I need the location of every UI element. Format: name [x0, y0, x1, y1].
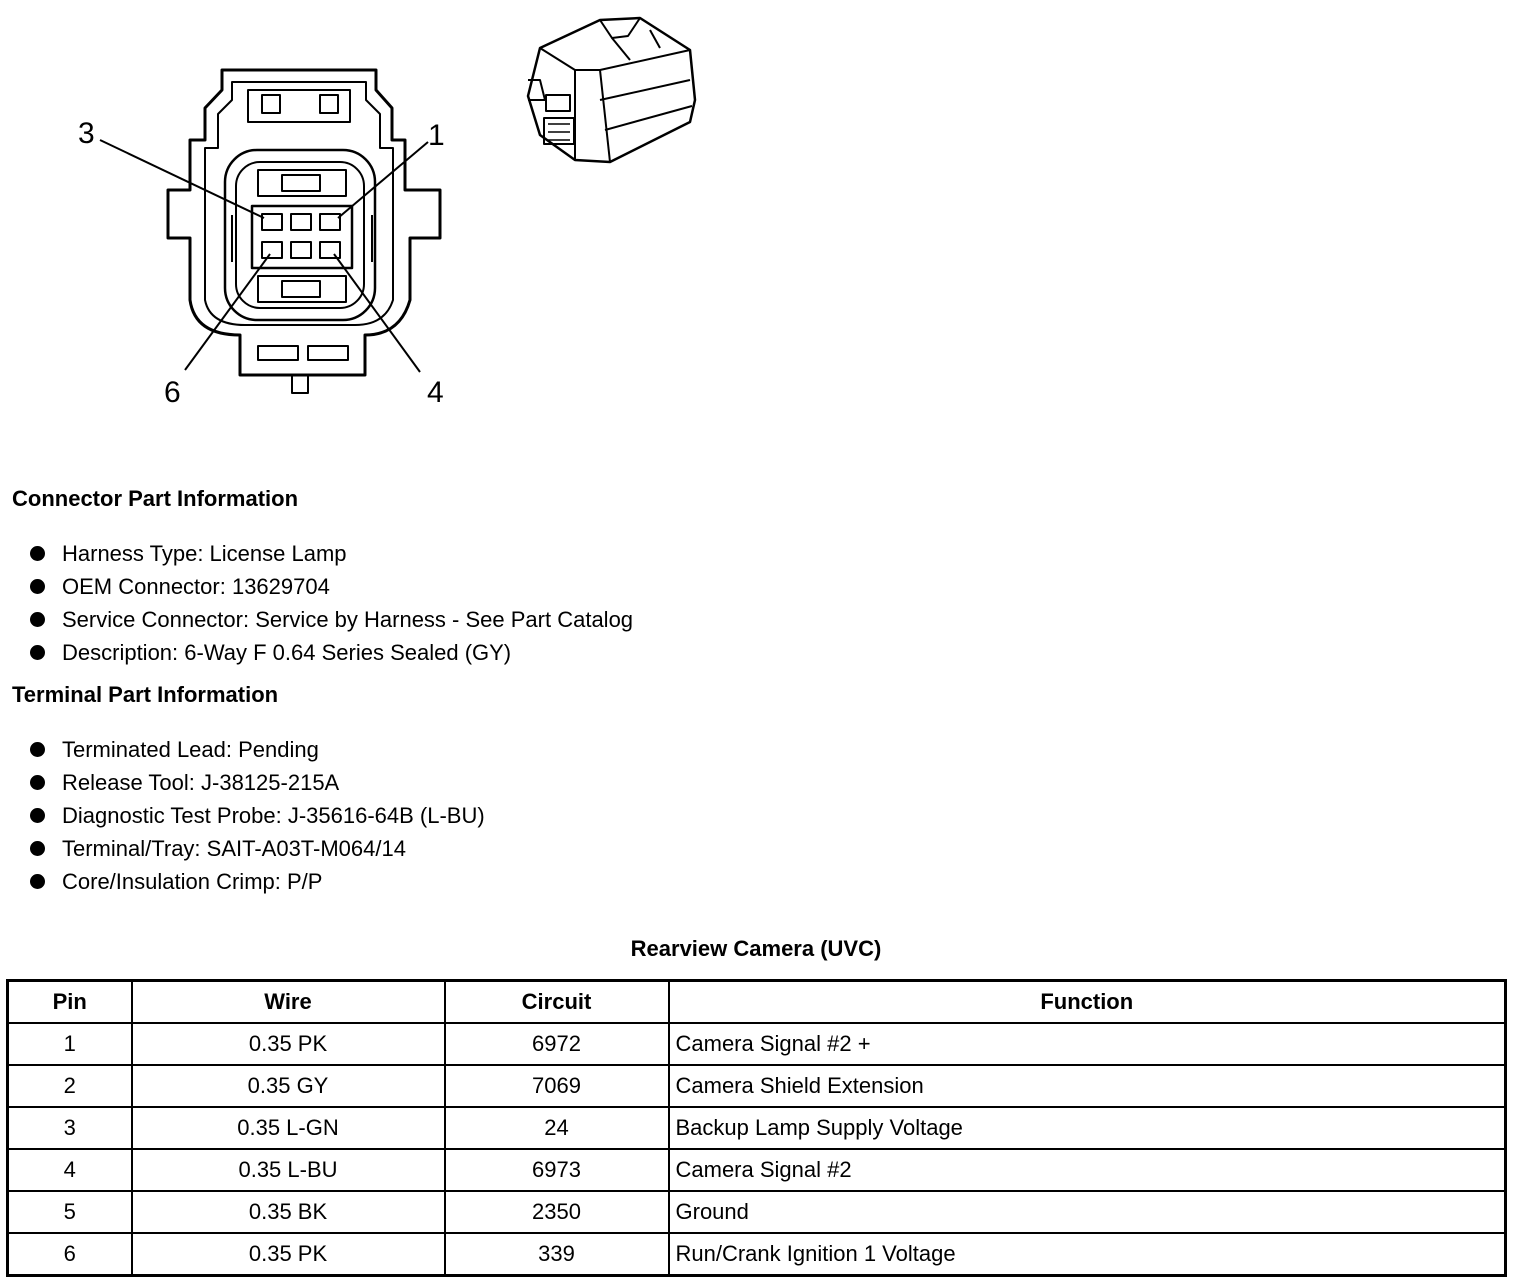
cell-wire: 0.35 BK	[132, 1191, 445, 1233]
cell-function: Camera Signal #2	[669, 1149, 1506, 1191]
connector-info-list	[30, 537, 633, 669]
cell-function: Backup Lamp Supply Voltage	[669, 1107, 1506, 1149]
connector-diagram	[0, 0, 760, 420]
table-row	[8, 1023, 1506, 1065]
cell-pin: 1	[8, 1023, 132, 1065]
table-row	[8, 1191, 1506, 1233]
pin-cavity-1	[320, 214, 340, 230]
cell-circuit: 7069	[445, 1065, 669, 1107]
table-row	[8, 1107, 1506, 1149]
pin-cavity-5	[291, 242, 311, 258]
cell-pin: 3	[8, 1107, 132, 1149]
list-item: Core/Insulation Crimp: P/P	[30, 865, 485, 898]
cell-pin: 6	[8, 1233, 132, 1276]
connector-isometric-view	[528, 18, 695, 162]
list-item: Description: 6-Way F 0.64 Series Sealed (GY)	[30, 636, 633, 669]
list-item: Release Tool: J-38125-215A	[30, 766, 485, 799]
cell-function: Camera Shield Extension	[669, 1065, 1506, 1107]
cell-circuit: 6972	[445, 1023, 669, 1065]
pin-cavity-3	[262, 214, 282, 230]
pin-cavity-2	[291, 214, 311, 230]
cell-circuit: 24	[445, 1107, 669, 1149]
cell-pin: 5	[8, 1191, 132, 1233]
cell-wire: 0.35 L-GN	[132, 1107, 445, 1149]
cell-wire: 0.35 PK	[132, 1023, 445, 1065]
cell-pin: 4	[8, 1149, 132, 1191]
cell-pin: 2	[8, 1065, 132, 1107]
cell-wire: 0.35 L-BU	[132, 1149, 445, 1191]
list-item: OEM Connector: 13629704	[30, 570, 633, 603]
leader-line-4	[334, 254, 420, 372]
table-row	[8, 1233, 1506, 1276]
list-item: Terminated Lead: Pending	[30, 733, 485, 766]
cell-wire: 0.35 GY	[132, 1065, 445, 1107]
table-row	[8, 1065, 1506, 1107]
cell-circuit: 339	[445, 1233, 669, 1276]
cell-wire: 0.35 PK	[132, 1233, 445, 1276]
pin-cavity-6	[262, 242, 282, 258]
terminal-info-heading: Terminal Part Information	[12, 682, 279, 707]
connector-info-heading: Connector Part Information	[12, 486, 299, 511]
terminal-info-list	[30, 733, 485, 898]
cell-function: Run/Crank Ignition 1 Voltage	[669, 1233, 1506, 1276]
pin-label-4: 4	[427, 376, 444, 409]
column-header-wire: Wire	[132, 981, 445, 1024]
list-item: Terminal/Tray: SAIT-A03T-M064/14	[30, 832, 485, 865]
column-header-circuit: Circuit	[445, 981, 669, 1024]
pin-label-1: 1	[428, 119, 445, 152]
connector-housing-outline	[168, 70, 440, 375]
table-row	[8, 1149, 1506, 1191]
leader-line-3	[100, 140, 264, 218]
pin-label-3: 3	[78, 117, 95, 150]
pinout-table	[6, 979, 1507, 1277]
table-title: Rearview Camera (UVC)	[630, 936, 882, 961]
list-item: Harness Type: License Lamp	[30, 537, 633, 570]
cell-function: Ground	[669, 1191, 1506, 1233]
cell-circuit: 6973	[445, 1149, 669, 1191]
column-header-function: Function	[669, 981, 1506, 1024]
column-header-pin: Pin	[8, 981, 132, 1024]
leader-line-1	[338, 142, 428, 218]
table-header-row	[8, 981, 1506, 1024]
cell-circuit: 2350	[445, 1191, 669, 1233]
pin-cavity-4	[320, 242, 340, 258]
cell-function: Camera Signal #2 +	[669, 1023, 1506, 1065]
pin-label-6: 6	[164, 376, 181, 409]
list-item: Service Connector: Service by Harness - See Part Catalog	[30, 603, 633, 636]
list-item: Diagnostic Test Probe: J-35616-64B (L-BU)	[30, 799, 485, 832]
